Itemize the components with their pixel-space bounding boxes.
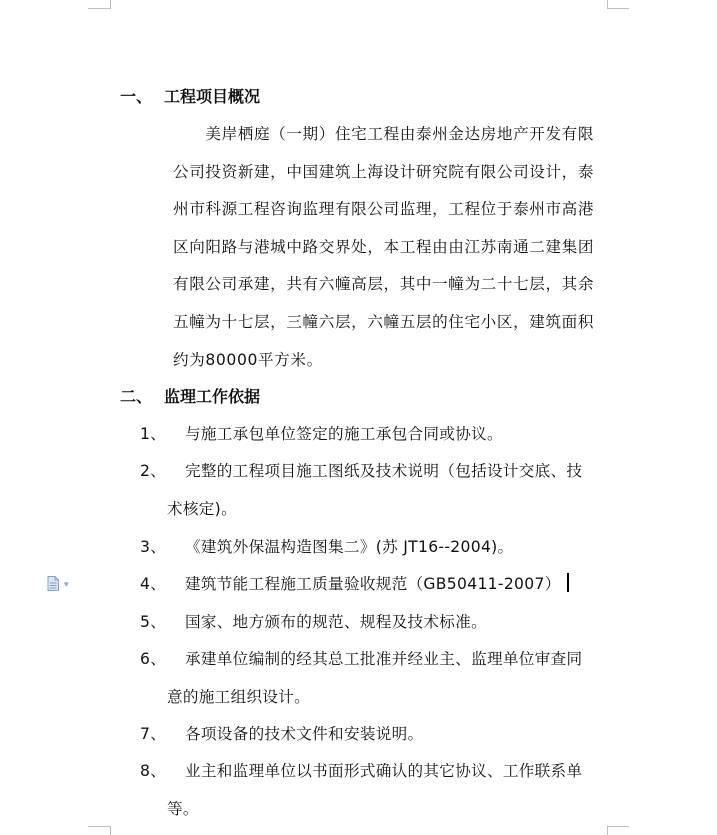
list-item-text: 完整的工程项目施工图纸及技术说明（包括设计交底、技: [185, 462, 583, 480]
list-item-text: 国家、地方颁布的规范、规程及技术标准。: [185, 613, 487, 631]
list-item-text: 承建单位编制的经其总工批准并经业主、监理单位审查同: [185, 650, 583, 668]
list-item-text: 《建筑外保温构造图集二》(苏 JT16--2004)。: [185, 538, 514, 556]
text-cursor: [567, 573, 569, 592]
list-item-text-continued: 意的施工组织设计。: [167, 687, 311, 706]
list-item-text: 各项设备的技术文件和安装说明。: [185, 725, 424, 743]
list-item-number: 1、: [140, 425, 167, 443]
paragraph-line: 区向阳路与港城中路交界处，本工程由由江苏南通二建集团: [173, 237, 595, 256]
crop-mark: [88, 8, 110, 9]
list-item-number: 7、: [140, 725, 167, 743]
paragraph-line: 公司投资新建，中国建筑上海设计研究院有限公司设计，泰: [173, 162, 595, 181]
list-item-number: 6、: [140, 650, 167, 668]
paragraph-line: 五幢为十七层，三幢六层，六幢五层的住宅小区，建筑面积: [173, 312, 595, 331]
crop-mark: [88, 826, 110, 827]
document-options-icon[interactable]: [47, 576, 59, 591]
list-item-number: 3、: [140, 538, 167, 556]
list-item-text: 业主和监理单位以书面形式确认的其它协议、工作联系单: [185, 762, 583, 780]
crop-mark: [607, 8, 629, 9]
list-item-text-continued: 术核定)。: [167, 499, 237, 518]
list-item-number: 8、: [140, 762, 167, 780]
chevron-down-icon[interactable]: ▾: [64, 580, 69, 590]
paragraph-line: 约为80000平方米。: [173, 350, 323, 369]
crop-mark: [607, 826, 629, 827]
overview-paragraph[interactable]: [173, 116, 613, 379]
crop-mark: [607, 826, 608, 835]
list-item-text-continued: 等。: [167, 799, 199, 818]
list-item-number: 4、: [140, 575, 167, 593]
crop-mark: [110, 826, 111, 835]
list-item-text: [185, 566, 569, 604]
list-item-text: 与施工承包单位签定的施工承包合同或协议。: [185, 425, 503, 443]
list-item-number: 5、: [140, 613, 167, 631]
section-heading-2: [120, 385, 260, 409]
section-number: 二、: [120, 387, 153, 406]
crop-mark: [110, 0, 111, 9]
paragraph-line: 有限公司承建，共有六幢高层，其中一幢为二十七层，其余: [173, 275, 595, 294]
section-title: 监理工作依据: [164, 387, 261, 406]
list-item-text-content: 建筑节能工程施工质量验收规范（GB50411-2007）: [185, 575, 561, 593]
list-item-number: 2、: [140, 462, 167, 480]
section-heading-1: [120, 85, 260, 109]
section-number: 一、: [120, 87, 153, 106]
crop-mark: [607, 0, 608, 9]
paragraph-line: 美岸栖庭（一期）住宅工程由泰州金达房地产开发有限: [173, 125, 595, 143]
section-title: 工程项目概况: [164, 87, 261, 106]
paragraph-line: 州市科源工程咨询监理有限公司监理，工程位于泰州市高港: [173, 200, 595, 219]
